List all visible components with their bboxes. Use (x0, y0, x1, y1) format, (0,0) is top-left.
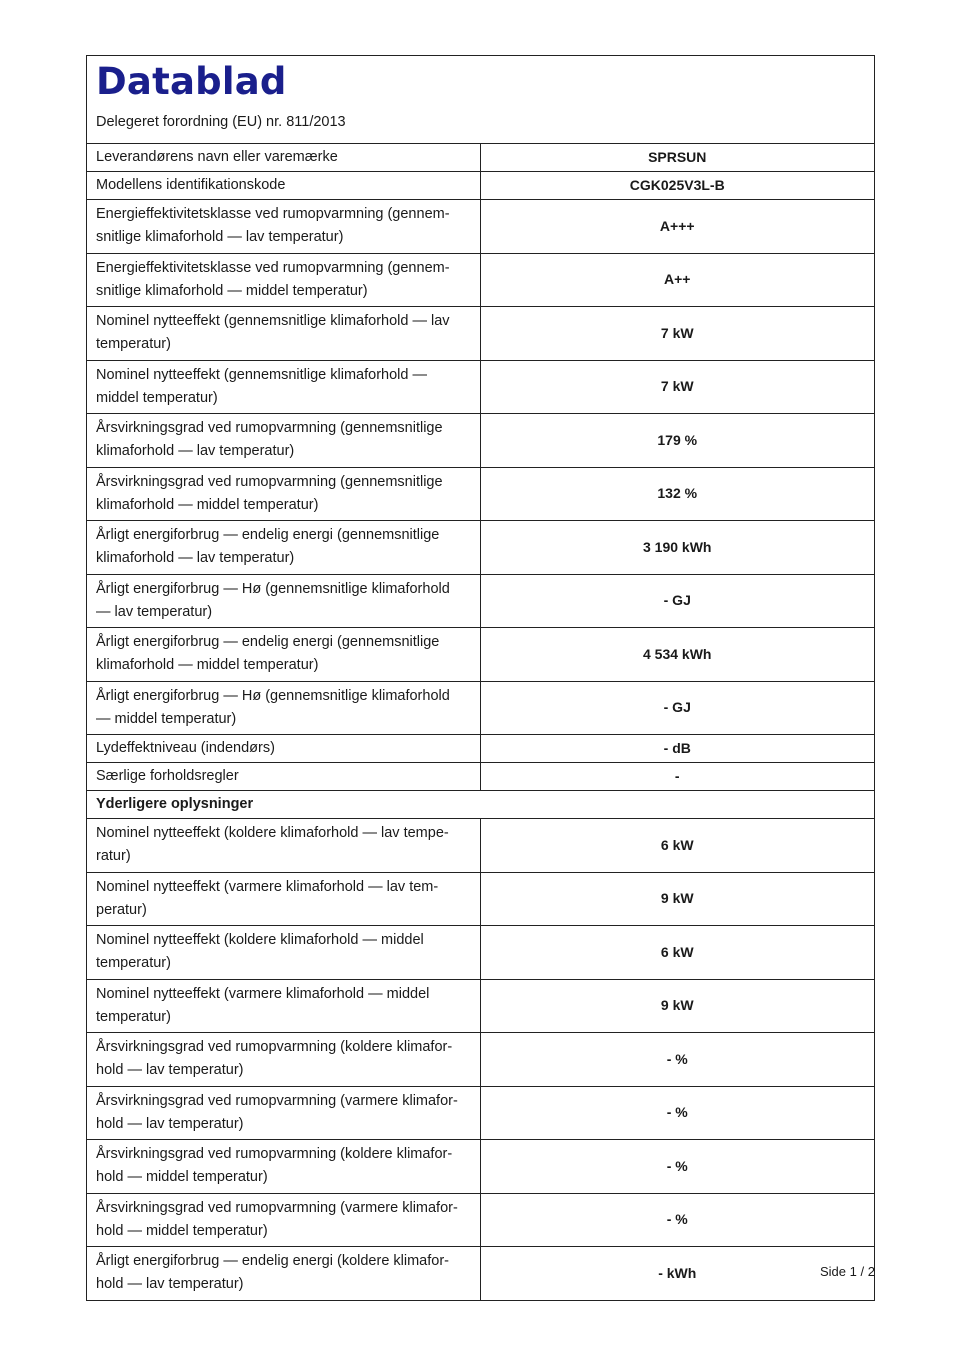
table-row (87, 1140, 874, 1194)
row-value: - (480, 763, 874, 791)
row-label: Årsvirkningsgrad ved rumopvarmning (koldere klimafor-hold — middel temperatur) (87, 1140, 480, 1194)
table-row (87, 1086, 874, 1140)
row-value: - GJ (480, 681, 874, 735)
row-label: Nominel nytteeffekt (varmere klimaforhold — middel temperatur) (87, 979, 480, 1033)
datasheet (86, 55, 875, 1301)
table-row (87, 200, 874, 254)
specification-table-body (87, 144, 874, 1300)
row-value: SPRSUN (648, 149, 707, 165)
row-label: Årligt energiforbrug — endelig energi (gennemsnitlige klimaforhold — middel temperatur) (87, 628, 480, 682)
table-row (87, 414, 874, 468)
table-row (87, 1033, 874, 1087)
row-label: Nominel nytteeffekt (varmere klimaforhold — lav tem-peratur) (87, 872, 480, 926)
row-label: Nominel nytteeffekt (gennemsnitlige klimaforhold — middel temperatur) (87, 360, 480, 414)
row-value: - % (480, 1193, 874, 1247)
table-row (87, 172, 874, 200)
row-value: 9 kW (480, 979, 874, 1033)
section-heading-row (87, 791, 874, 819)
table-row (87, 144, 874, 172)
table-row (87, 628, 874, 682)
row-value: 6 kW (480, 926, 874, 980)
page-number: Side 1 / 2 (820, 1264, 875, 1279)
table-row (87, 253, 874, 307)
table-row (87, 735, 874, 763)
row-label: Nominel nytteeffekt (koldere klimaforhold — middel temperatur) (87, 926, 480, 980)
row-value: 7 kW (480, 307, 874, 361)
table-row (87, 1193, 874, 1247)
row-value: CGK025V3L-B (480, 172, 874, 200)
table-row (87, 574, 874, 628)
row-label: Årsvirkningsgrad ved rumopvarmning (gennemsnitlige klimaforhold — middel temperatur) (87, 467, 480, 521)
row-value: 9 kW (480, 872, 874, 926)
row-value: A++ (480, 253, 874, 307)
row-label: Årligt energiforbrug — endelig energi (gennemsnitlige klimaforhold — lav temperatur) (87, 521, 480, 575)
row-value: - % (480, 1086, 874, 1140)
table-row (87, 763, 874, 791)
row-value: A+++ (480, 200, 874, 254)
row-value: - dB (480, 735, 874, 763)
table-row (87, 819, 874, 873)
table-row (87, 872, 874, 926)
datasheet-header (87, 56, 874, 144)
row-value: 7 kW (480, 360, 874, 414)
row-label: Årligt energiforbrug — Hø (gennemsnitlige klimaforhold — lav temperatur) (87, 574, 480, 628)
row-label: Modellens identifikationskode (87, 172, 480, 200)
row-value: 179 % (480, 414, 874, 468)
table-row (87, 307, 874, 361)
table-row (87, 979, 874, 1033)
page-title: Datablad (96, 60, 287, 103)
row-label: Særlige forholdsregler (87, 763, 480, 791)
row-label: Årsvirkningsgrad ved rumopvarmning (gennemsnitlige klimaforhold — lav temperatur) (87, 414, 480, 468)
row-label: Nominel nytteeffekt (gennemsnitlige klimaforhold — lav temperatur) (87, 307, 480, 361)
regulation-reference: Delegeret forordning (EU) nr. 811/2013 (96, 114, 346, 130)
row-value: 4 534 kWh (480, 628, 874, 682)
table-row (87, 467, 874, 521)
table-row (87, 521, 874, 575)
row-label: Årsvirkningsgrad ved rumopvarmning (koldere klimafor-hold — lav temperatur) (87, 1033, 480, 1087)
row-label: Nominel nytteeffekt (koldere klimaforhold — lav tempe-ratur) (87, 819, 480, 873)
row-value: 132 % (480, 467, 874, 521)
row-value: 3 190 kWh (480, 521, 874, 575)
row-value: 6 kW (480, 819, 874, 873)
row-value: - GJ (480, 574, 874, 628)
row-label: Årligt energiforbrug — endelig energi (koldere klimafor-hold — lav temperatur) (87, 1247, 480, 1300)
row-label: Energieffektivitetsklasse ved rumopvarmning (gennem-snitlige klimaforhold — middel temperatur) (87, 253, 480, 307)
row-value: - kWh (480, 1247, 874, 1300)
row-value: - % (480, 1140, 874, 1194)
table-row (87, 681, 874, 735)
section-heading: Yderligere oplysninger (87, 791, 874, 819)
row-label: Leverandørens navn eller varemærke (87, 144, 480, 172)
row-label: Årligt energiforbrug — Hø (gennemsnitlige klimaforhold — middel temperatur) (87, 681, 480, 735)
table-row (87, 1247, 874, 1300)
specification-table (87, 144, 874, 1300)
table-row (87, 360, 874, 414)
table-row (87, 926, 874, 980)
row-label: Energieffektivitetsklasse ved rumopvarmning (gennem-snitlige klimaforhold — lav temperatur) (87, 200, 480, 254)
row-value: - % (480, 1033, 874, 1087)
row-label: Årsvirkningsgrad ved rumopvarmning (varmere klimafor-hold — middel temperatur) (87, 1193, 480, 1247)
row-label: Lydeffektniveau (indendørs) (87, 735, 480, 763)
row-label: Årsvirkningsgrad ved rumopvarmning (varmere klimafor-hold — lav temperatur) (87, 1086, 480, 1140)
